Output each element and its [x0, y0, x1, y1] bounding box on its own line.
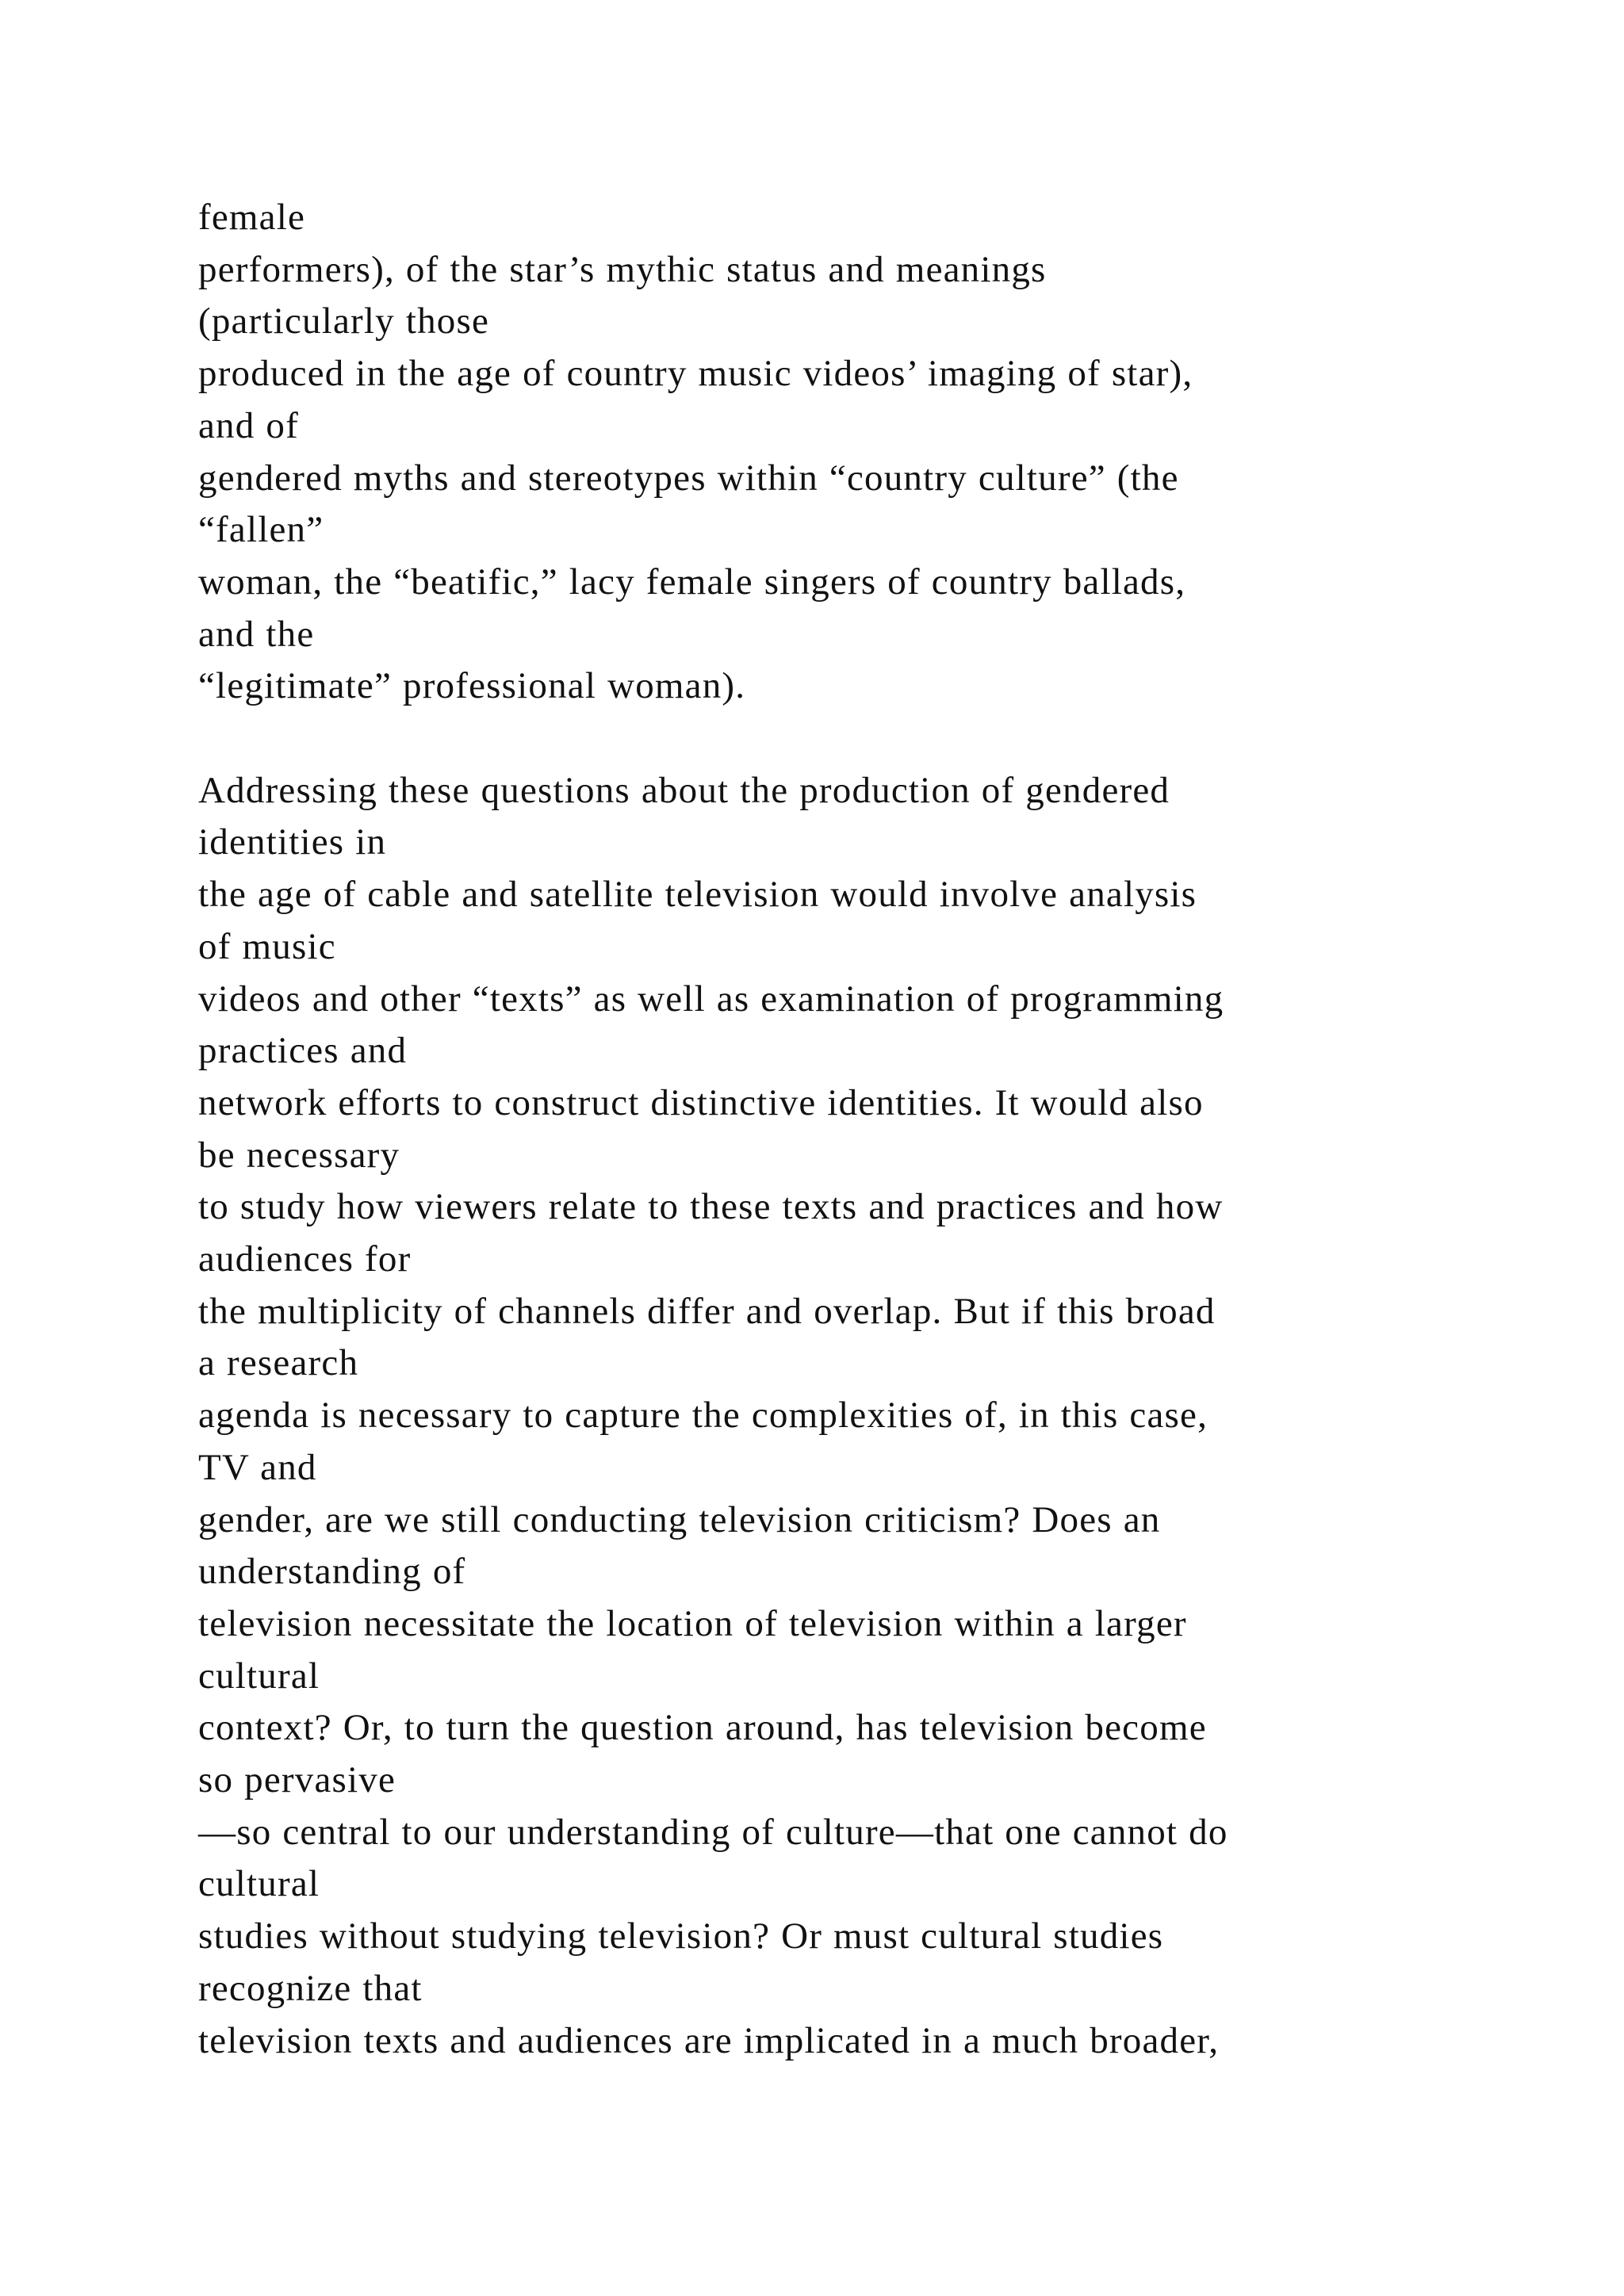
document-body [198, 192, 1499, 2067]
text-line: (particularly those [198, 300, 490, 342]
text-line: —so central to our understanding of culture—that one cannot do [198, 1811, 1228, 1853]
text-line: studies without studying television? Or must cultural studies [198, 1915, 1164, 1957]
text-line: television necessitate the location of television within a larger [198, 1602, 1187, 1644]
paragraph-spacer [198, 713, 1499, 765]
text-line: network efforts to construct distinctive identities. It would also [198, 1081, 1204, 1123]
text-line: cultural [198, 1863, 320, 1905]
text-line: television texts and audiences are implicated in a much broader, [198, 2019, 1220, 2061]
text-line: to study how viewers relate to these texts and practices and how [198, 1186, 1224, 1228]
text-line: gender, are we still conducting television criticism? Does an [198, 1498, 1161, 1540]
text-line: the multiplicity of channels differ and overlap. But if this broad [198, 1290, 1216, 1332]
text-line: the age of cable and satellite television would involve analysis [198, 874, 1197, 916]
text-line: of music [198, 925, 336, 967]
text-line: audiences for [198, 1238, 412, 1280]
paragraph-2 [198, 765, 1499, 2068]
text-line: agenda is necessary to capture the complexities of, in this case, [198, 1395, 1208, 1437]
paragraph-1 [198, 192, 1499, 713]
text-line: practices and [198, 1030, 408, 1072]
text-line: female [198, 197, 306, 238]
text-line: “fallen” [198, 509, 324, 551]
text-line: “legitimate” professional woman). [198, 665, 746, 707]
text-line: be necessary [198, 1134, 400, 1176]
text-line: a research [198, 1342, 359, 1384]
text-line: so pervasive [198, 1759, 396, 1801]
text-line: TV and [198, 1446, 317, 1488]
text-line: identities in [198, 821, 387, 863]
text-line: understanding of [198, 1551, 466, 1593]
text-line: performers), of the star’s mythic status and meanings [198, 248, 1047, 290]
text-line: woman, the “beatific,” lacy female singers of country ballads, [198, 561, 1186, 603]
text-line: and the [198, 613, 315, 655]
text-line: videos and other “texts” as well as examination of programming [198, 978, 1224, 1020]
text-line: cultural [198, 1655, 320, 1697]
text-line: and of [198, 404, 299, 446]
text-line: Addressing these questions about the production of gendered [198, 769, 1170, 811]
text-line: gendered myths and stereotypes within “country culture” (the [198, 457, 1179, 499]
text-line: produced in the age of country music videos’ imaging of star), [198, 353, 1193, 395]
text-line: recognize that [198, 1967, 423, 2009]
text-line: context? Or, to turn the question around, has television become [198, 1707, 1207, 1749]
